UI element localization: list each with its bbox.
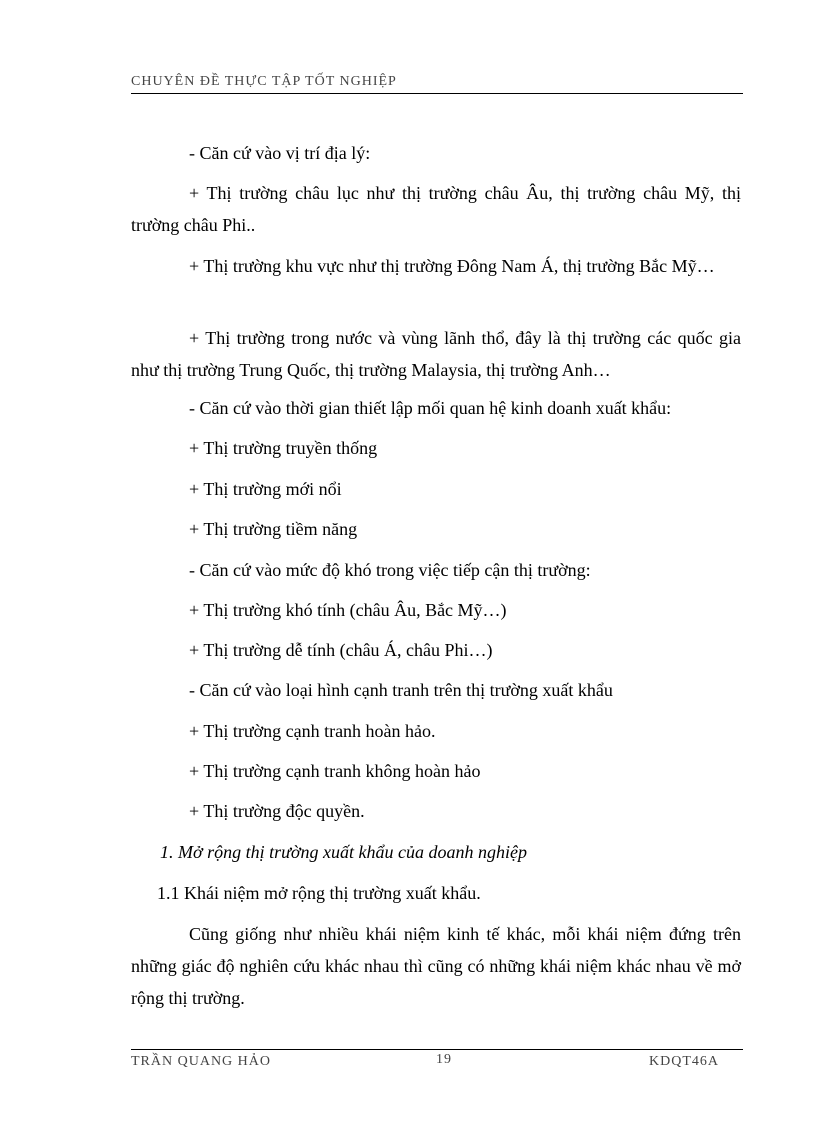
list-item-easy: + Thị trường dễ tính (châu Á, châu Phi…) xyxy=(189,640,493,660)
list-item-traditional: + Thị trường truyền thống xyxy=(189,438,378,458)
paragraph-continent-markets: + Thị trường châu lục như thị trường châu Âu, thị trường châu Mỹ, thị trường châu Phi.. xyxy=(131,183,741,235)
list-item-geography: - Căn cứ vào vị trí địa lý: xyxy=(189,143,371,163)
list-item-monopoly: + Thị trường độc quyền. xyxy=(189,801,365,821)
list-item-demanding: + Thị trường khó tính (châu Âu, Bắc Mỹ…) xyxy=(189,600,507,620)
paragraph-domestic-markets: + Thị trường trong nước và vùng lãnh thổ, đây là thị trường các quốc gia như thị trường Trung Quốc, thị trường Malaysia, thị trường Anh… xyxy=(131,328,741,380)
paragraph-definition: Cũng giống như nhiều khái niệm kinh tế khác, mỗi khái niệm đứng trên những giác độ nghiên cứu khác nhau thì cũng có những khái niệm khác nhau về mở rộng thị trường. xyxy=(131,924,741,1008)
list-item-imperfect: + Thị trường cạnh tranh không hoàn hảo xyxy=(189,761,481,781)
footer-divider xyxy=(131,1049,743,1050)
footer-author: TRẦN QUANG HẢO xyxy=(131,1054,271,1069)
footer-code: KDQT46A xyxy=(649,1054,719,1069)
page-number: 19 xyxy=(436,1052,452,1067)
list-item-time: - Căn cứ vào thời gian thiết lập mối quan hệ kinh doanh xuất khẩu: xyxy=(189,398,672,418)
list-item-emerging: + Thị trường mới nổi xyxy=(189,479,342,499)
list-item-competition: - Căn cứ vào loại hình cạnh tranh trên thị trường xuất khẩu xyxy=(189,680,613,700)
section-heading: 1. Mở rộng thị trường xuất khẩu của doanh nghiệp xyxy=(160,842,527,862)
subsection-heading: 1.1 Khái niệm mở rộng thị trường xuất khẩu. xyxy=(157,883,481,903)
paragraph-regional-markets: + Thị trường khu vực như thị trường Đông Nam Á, thị trường Bắc Mỹ… xyxy=(189,256,715,276)
list-item-difficulty: - Căn cứ vào mức độ khó trong việc tiếp cận thị trường: xyxy=(189,560,591,580)
list-item-perfect: + Thị trường cạnh tranh hoàn hảo. xyxy=(189,721,436,741)
page-header: CHUYÊN ĐỀ THỰC TẬP TỐT NGHIỆP xyxy=(131,74,743,94)
list-item-potential: + Thị trường tiềm năng xyxy=(189,519,358,539)
